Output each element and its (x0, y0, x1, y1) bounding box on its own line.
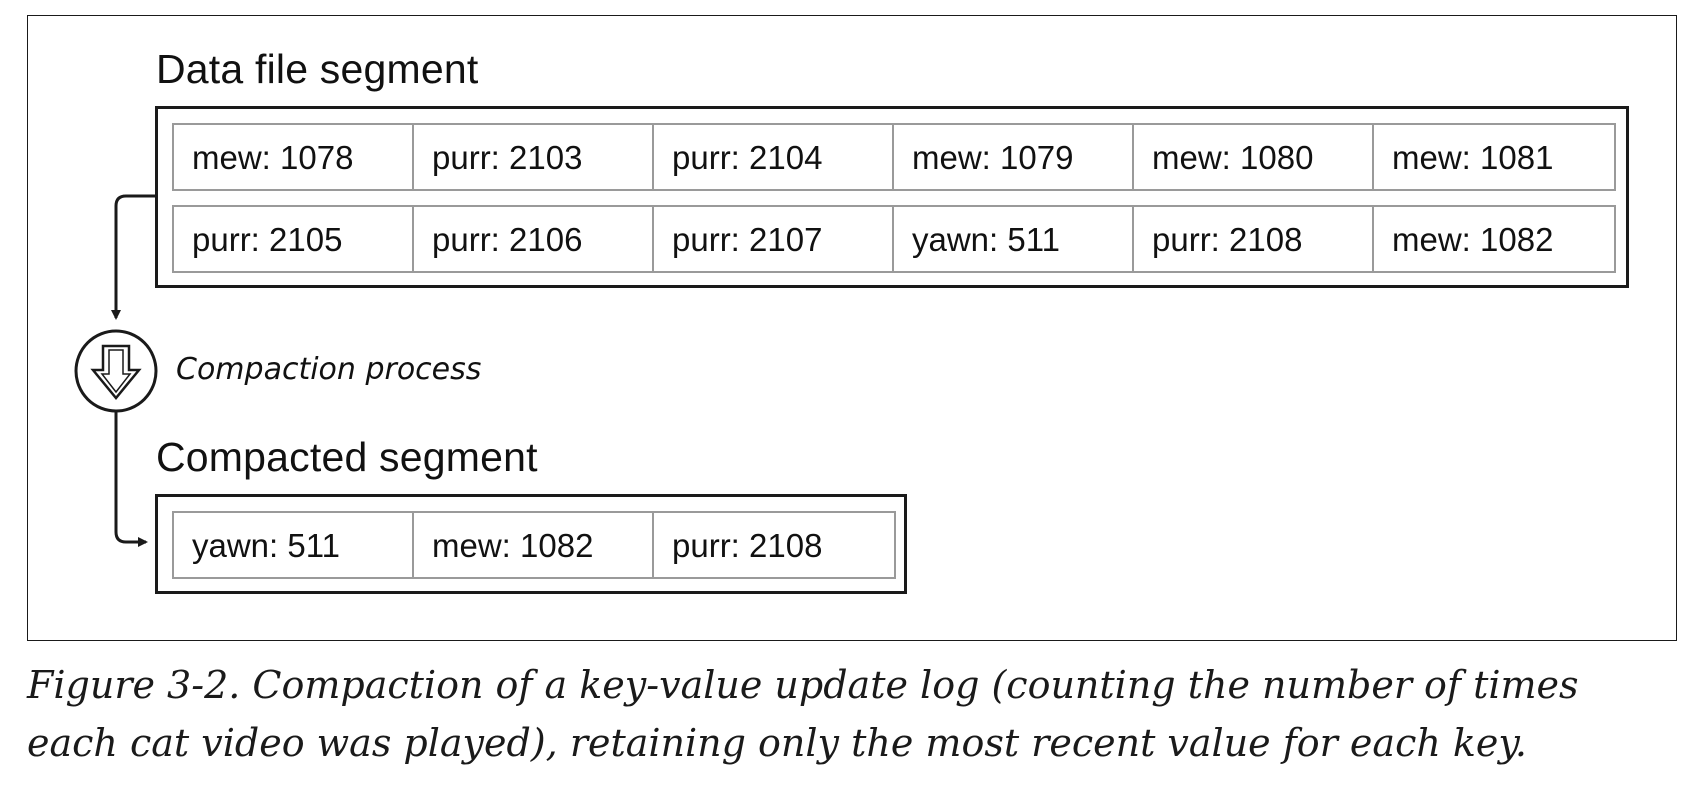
log-entry: mew: 1079 (894, 125, 1134, 189)
log-entry: purr: 2104 (654, 125, 894, 189)
data-file-segment-title: Data file segment (156, 46, 479, 92)
compacted-segment-title: Compacted segment (156, 434, 538, 480)
log-entry: mew: 1081 (1392, 138, 1554, 176)
log-entry: purr: 2108 (1134, 207, 1374, 271)
log-entry: purr: 2108 (672, 526, 823, 564)
log-entry: mew: 1082 (1392, 220, 1554, 258)
log-entry: purr: 2106 (414, 207, 654, 271)
log-entry: purr: 2105 (174, 207, 414, 271)
figure-caption (27, 656, 1677, 772)
compaction-process-label: Compaction process (176, 352, 482, 387)
caption-text: Compaction of a key-value update log (counting the number of times each cat video was played), retaining only the most recent value for each key. (27, 663, 1579, 765)
log-entry: yawn: 511 (174, 513, 414, 577)
log-entry: mew: 1078 (174, 125, 414, 189)
log-entry: purr: 2107 (654, 207, 894, 271)
log-entry: mew: 1080 (1134, 125, 1374, 189)
data-file-row-2 (172, 205, 1616, 273)
caption-label: Figure 3-2. (27, 663, 241, 707)
log-entry: mew: 1082 (414, 513, 654, 577)
data-file-segment-box (155, 106, 1629, 288)
data-file-row-1 (172, 123, 1616, 191)
compacted-row (172, 511, 896, 579)
log-entry: yawn: 511 (894, 207, 1134, 271)
log-entry: purr: 2103 (414, 125, 654, 189)
compacted-segment-box (155, 494, 907, 594)
